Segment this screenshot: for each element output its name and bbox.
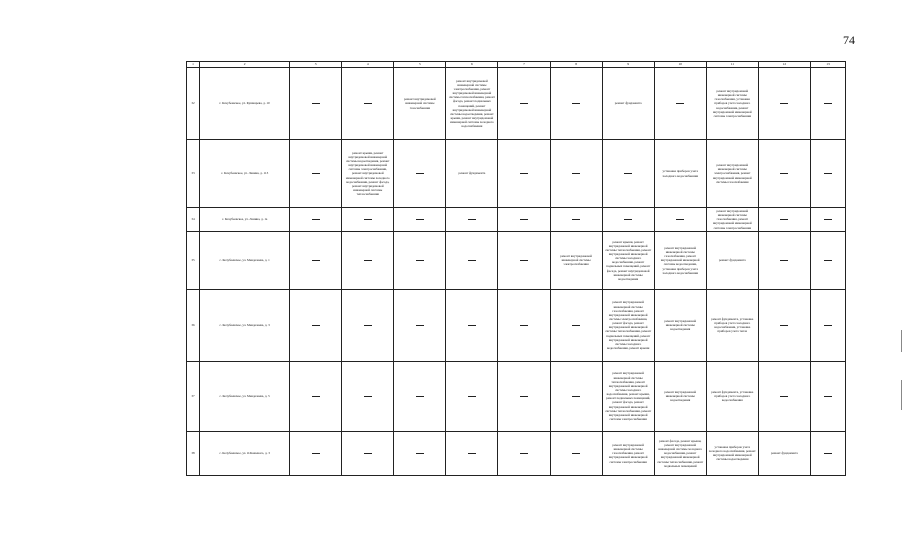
empty-cell xyxy=(498,431,550,475)
empty-cell xyxy=(290,68,342,140)
dash-placeholder xyxy=(520,219,528,220)
dash-placeholder xyxy=(520,103,528,104)
dash-placeholder xyxy=(312,396,320,397)
empty-cell xyxy=(394,140,446,208)
empty-cell xyxy=(758,289,810,361)
empty-cell xyxy=(810,289,845,361)
column-number: 11 xyxy=(706,62,758,68)
empty-cell xyxy=(810,361,845,431)
dash-placeholder xyxy=(824,260,832,261)
work-type-cell: ремонт внутридомовой инженерной системы газоснабжения, ремонт внутридомовой инженерной системы водоотведения, установка приборов учета холодного водоснабжения xyxy=(654,231,706,289)
work-type-cell: ремонт внутридомовой инженерной системы водоотведения xyxy=(654,289,706,361)
dash-placeholder xyxy=(364,396,372,397)
work-type-cell: ремонт внутридомовой инженерной системы газоснабжения, ремонт внутридомовой инженерной системы электроснабжения, ремонт фасада, ремонт внутридомовой инженерной системы теплоснабжения, ремонт подвальных помещений, ремонт внутридомовой инженерной системы холодного водоснабжения, ремонт крыши xyxy=(602,289,654,361)
work-type-cell: ремонт фасада, ремонт крыши, ремонт внутридомовой инженерной системы холодного водоснабжения, ремонт внутридомовой инженерной системы теплоснабжения, ремонт подвальных помещений xyxy=(654,431,706,475)
work-type-cell: ремонт внутридомовой инженерной системы водоотведения xyxy=(654,361,706,431)
empty-cell xyxy=(810,231,845,289)
empty-cell xyxy=(290,289,342,361)
dash-placeholder xyxy=(312,260,320,261)
dash-placeholder xyxy=(416,325,424,326)
empty-cell xyxy=(810,431,845,475)
column-number: 9 xyxy=(602,62,654,68)
column-number: 8 xyxy=(550,62,602,68)
dash-placeholder xyxy=(520,453,528,454)
dash-placeholder xyxy=(572,103,580,104)
work-type-cell: ремонт внутридомовой инженерной системы газоснабжения, установка приборов учета холодного водоснабжения, ремонт внутридомовой инженерной системы электроснабжения xyxy=(706,68,758,140)
dash-placeholder xyxy=(520,325,528,326)
dash-placeholder xyxy=(312,173,320,174)
empty-cell xyxy=(342,361,394,431)
table-row xyxy=(187,289,846,361)
dash-placeholder xyxy=(572,325,580,326)
dash-placeholder xyxy=(780,219,788,220)
page-number: 74 xyxy=(843,33,855,47)
empty-cell xyxy=(498,68,550,140)
empty-cell xyxy=(446,361,498,431)
empty-cell xyxy=(394,361,446,431)
column-number: 13 xyxy=(810,62,845,68)
empty-cell xyxy=(498,208,550,232)
table-row xyxy=(187,431,846,475)
empty-cell xyxy=(758,231,810,289)
work-type-cell: ремонт внутридомовой инженерной системы теплоснабжения, ремонт внутридомовой инженерной системы холодного водоснабжения, ремонт крыши, ремонт подвальных помещений, ремонт фасада, ремонт внутридомовой инженерной системы теплоснабжения, ремонт внутридомовой инженерной системы электроснабжения xyxy=(602,361,654,431)
work-type-cell: ремонт фундамента xyxy=(758,431,810,475)
row-number-cell: 35 xyxy=(187,231,200,289)
dash-placeholder xyxy=(780,325,788,326)
dash-placeholder xyxy=(312,219,320,220)
table-row xyxy=(187,68,846,140)
dash-placeholder xyxy=(416,173,424,174)
scan-artifact xyxy=(901,330,902,352)
column-number: 3 xyxy=(290,62,342,68)
empty-cell xyxy=(758,208,810,232)
empty-cell xyxy=(758,140,810,208)
dash-placeholder xyxy=(468,396,476,397)
empty-cell xyxy=(446,431,498,475)
empty-cell xyxy=(498,361,550,431)
repair-schedule-table xyxy=(186,61,846,476)
dash-placeholder xyxy=(416,219,424,220)
empty-cell xyxy=(394,431,446,475)
column-number: 1 xyxy=(187,62,200,68)
empty-cell xyxy=(810,140,845,208)
dash-placeholder xyxy=(416,453,424,454)
empty-cell xyxy=(290,140,342,208)
work-type-cell: ремонт крыши, ремонт внутридомовой инженерной системы теплоснабжения, ремонт внутридомовой инженерной системы холодного водоснабжения, ремонт подвальных помещений, ремонт фасада, ремонт внутридомовой инженерной системы водоотведения xyxy=(602,231,654,289)
empty-cell xyxy=(290,231,342,289)
column-number: 4 xyxy=(342,62,394,68)
empty-cell xyxy=(758,361,810,431)
empty-cell xyxy=(342,68,394,140)
scan-artifact xyxy=(901,380,902,410)
dash-placeholder xyxy=(468,219,476,220)
dash-placeholder xyxy=(312,103,320,104)
dash-placeholder xyxy=(416,396,424,397)
work-type-cell: ремонт внутридомовой инженерной системы газоснабжения xyxy=(394,68,446,140)
row-number-cell: 36 xyxy=(187,289,200,361)
row-number-cell: 34 xyxy=(187,208,200,232)
empty-cell xyxy=(446,289,498,361)
empty-cell xyxy=(498,289,550,361)
dash-placeholder xyxy=(824,453,832,454)
table-body xyxy=(187,62,846,476)
dash-placeholder xyxy=(824,396,832,397)
address-cell: с. Кочубеевское, ул. О.Кошевого, д. 3 xyxy=(200,431,290,475)
empty-cell xyxy=(602,208,654,232)
empty-cell xyxy=(550,431,602,475)
dash-placeholder xyxy=(676,219,684,220)
address-cell: с. Кочубеевское, ул. Менделеева, д. 1 xyxy=(200,231,290,289)
address-cell: с. Кочубеевское, ул. Ленина, д. 113 xyxy=(200,140,290,208)
row-number-cell: 38 xyxy=(187,431,200,475)
empty-cell xyxy=(342,208,394,232)
empty-cell xyxy=(394,231,446,289)
dash-placeholder xyxy=(624,173,632,174)
dash-placeholder xyxy=(780,103,788,104)
empty-cell xyxy=(602,140,654,208)
work-type-cell: ремонт фундамента xyxy=(706,231,758,289)
empty-cell xyxy=(394,208,446,232)
empty-cell xyxy=(342,431,394,475)
empty-cell xyxy=(446,208,498,232)
dash-placeholder xyxy=(312,325,320,326)
dash-placeholder xyxy=(520,260,528,261)
dash-placeholder xyxy=(676,103,684,104)
empty-cell xyxy=(290,208,342,232)
dash-placeholder xyxy=(572,219,580,220)
dash-placeholder xyxy=(572,173,580,174)
empty-cell xyxy=(550,140,602,208)
work-type-cell: ремонт фундамента xyxy=(446,140,498,208)
empty-cell xyxy=(550,208,602,232)
work-type-cell: ремонт фундамента, установка приборов учета холодного водоснабжения, установка приборов учета тепла xyxy=(706,289,758,361)
dash-placeholder xyxy=(824,325,832,326)
column-number: 12 xyxy=(758,62,810,68)
empty-cell xyxy=(654,68,706,140)
column-number: 2 xyxy=(200,62,290,68)
dash-placeholder xyxy=(364,103,372,104)
table-row xyxy=(187,361,846,431)
column-number: 7 xyxy=(498,62,550,68)
work-type-cell: ремонт внутридомовой инженерной системы газоснабжения, ремонт внутридомовой инженерной системы электроснабжения xyxy=(706,208,758,232)
dash-placeholder xyxy=(364,453,372,454)
repair-schedule-table-container xyxy=(186,61,846,475)
empty-cell xyxy=(498,140,550,208)
work-type-cell: ремонт внутридомовой инженерной системы электроснабжения xyxy=(550,231,602,289)
row-number-cell: 33 xyxy=(187,140,200,208)
column-number: 5 xyxy=(394,62,446,68)
work-type-cell: ремонт внутридомовой инженерной системы электроснабжения, ремонт внутридомовой инженерной системы теплоснабжения, ремонт фасада, ремонт подвальных помещений, ремонт внутридомовой инженерной системы водоотведения, ремонт крыши, ремонт внутридомовой инженерной системы холодного водоснабжения xyxy=(446,68,498,140)
dash-placeholder xyxy=(520,173,528,174)
empty-cell xyxy=(758,68,810,140)
work-type-cell: установка приборов учета холодного водоснабжения xyxy=(654,140,706,208)
empty-cell xyxy=(290,361,342,431)
dash-placeholder xyxy=(364,260,372,261)
address-cell: с. Кочубеевское, ул. Менделеева, д. 5 xyxy=(200,361,290,431)
dash-placeholder xyxy=(572,453,580,454)
work-type-cell: ремонт фундамента xyxy=(602,68,654,140)
work-type-cell: установка приборов учета холодного водоснабжения, ремонт внутридомовой инженерной системы водоотведения xyxy=(706,431,758,475)
dash-placeholder xyxy=(780,173,788,174)
dash-placeholder xyxy=(824,219,832,220)
dash-placeholder xyxy=(364,325,372,326)
dash-placeholder xyxy=(624,219,632,220)
empty-cell xyxy=(550,289,602,361)
empty-cell xyxy=(342,289,394,361)
dash-placeholder xyxy=(312,453,320,454)
address-cell: с. Кочубеевское, ул. Ленина, д. 1а xyxy=(200,208,290,232)
row-number-cell: 32 xyxy=(187,68,200,140)
address-cell: г. Кочубеевское, ул. Кушнарева, д. 10 xyxy=(200,68,290,140)
table-row xyxy=(187,208,846,232)
dash-placeholder xyxy=(780,260,788,261)
dash-placeholder xyxy=(364,219,372,220)
dash-placeholder xyxy=(780,396,788,397)
address-cell: с. Кочубеевское, ул. Менделеева, д. 3 xyxy=(200,289,290,361)
empty-cell xyxy=(550,361,602,431)
dash-placeholder xyxy=(468,325,476,326)
empty-cell xyxy=(290,431,342,475)
empty-cell xyxy=(810,68,845,140)
empty-cell xyxy=(550,68,602,140)
empty-cell xyxy=(394,289,446,361)
dash-placeholder xyxy=(468,453,476,454)
work-type-cell: ремонт крыши, ремонт внутридомовой инженерной системы водоотведения, ремонт внутридомовой инженерной системы электроснабжения, ремонт внутридомовой инженерной системы холодного водоснабжения, ремонт фасада, ремонт внутридомовой инженерной системы теплоснабжения xyxy=(342,140,394,208)
work-type-cell: ремонт внутридомовой инженерной системы электроснабжения, ремонт внутридомовой инженерной системы газоснабжения xyxy=(706,140,758,208)
empty-cell xyxy=(446,231,498,289)
empty-cell xyxy=(810,208,845,232)
table-row xyxy=(187,140,846,208)
dash-placeholder xyxy=(416,260,424,261)
work-type-cell: ремонт фундамента, установка приборов учета холодного водоснабжения xyxy=(706,361,758,431)
work-type-cell: ремонт внутридомовой инженерной системы газоснабжения, ремонт внутридомовой инженерной системы электроснабжения xyxy=(602,431,654,475)
dash-placeholder xyxy=(824,173,832,174)
dash-placeholder xyxy=(572,396,580,397)
empty-cell xyxy=(498,231,550,289)
dash-placeholder xyxy=(468,260,476,261)
empty-cell xyxy=(342,231,394,289)
table-row xyxy=(187,231,846,289)
dash-placeholder xyxy=(824,103,832,104)
column-number: 6 xyxy=(446,62,498,68)
row-number-cell: 37 xyxy=(187,361,200,431)
dash-placeholder xyxy=(520,396,528,397)
column-number: 10 xyxy=(654,62,706,68)
empty-cell xyxy=(654,208,706,232)
